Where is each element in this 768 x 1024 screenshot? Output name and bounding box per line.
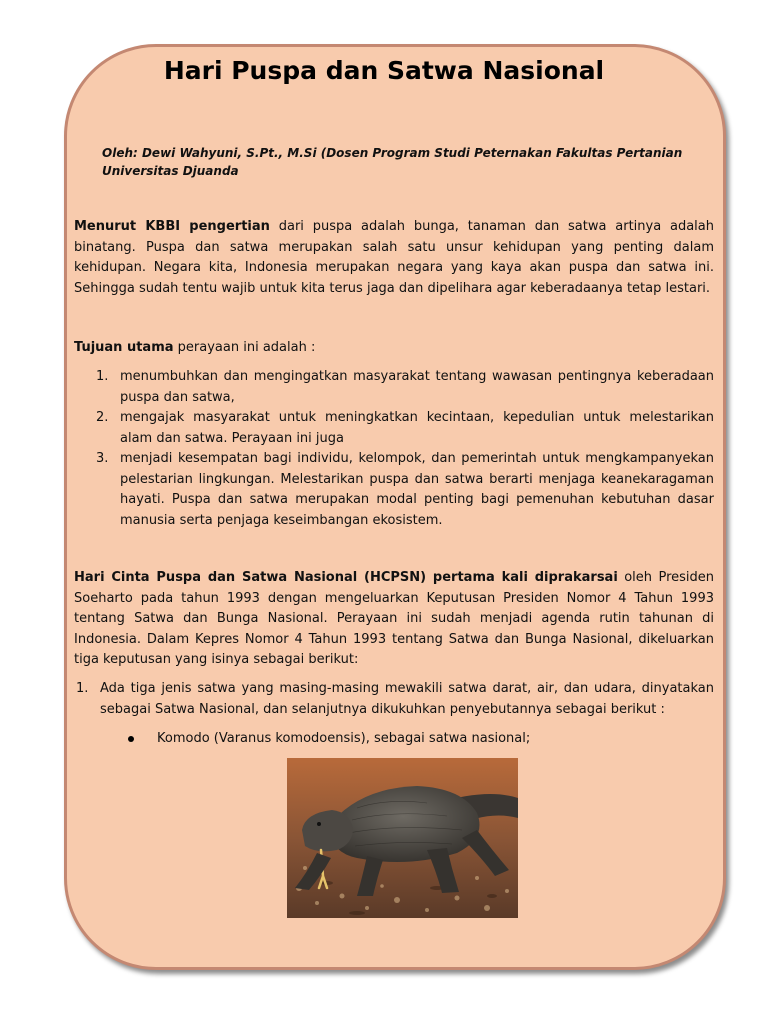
decisions-list <box>74 679 714 720</box>
bullet-item-text: Komodo (Varanus komodoensis), sebagai satwa nasional; <box>157 731 531 746</box>
list-item <box>74 367 714 408</box>
goals-list <box>74 367 714 531</box>
paragraph-goals-lead: Tujuan utama <box>74 340 174 355</box>
list-item-number: 1. <box>96 369 109 384</box>
list-item <box>74 408 714 449</box>
paragraph-hcpsn <box>74 568 714 671</box>
paragraph-kbbi <box>74 217 714 299</box>
list-item-text: menjadi kesempatan bagi individu, kelompok, dan pemerintah untuk mengkampanyekan pelestarian lingkungan. Melestarikan puspa dan satwa berarti menjaga keanekaragaman hayati. Puspa dan satwa merupakan modal penting bagi pemenuhan kebutuhan dasar manusia serta penjaga keseimbangan ekosistem. <box>120 451 714 528</box>
list-item-number: 3. <box>96 451 109 466</box>
list-item <box>74 679 714 720</box>
komodo-photo <box>287 758 518 918</box>
paragraph-goals-text: perayaan ini adalah : <box>173 340 316 355</box>
paragraph-goals-intro <box>74 338 714 359</box>
list-item-text: Ada tiga jenis satwa yang masing-masing mewakili satwa darat, air, dan udara, dinyatakan sebagai Satwa Nasional, dan selanjutnya dikukuhkan penyebutannya sebagai berikut : <box>100 681 714 717</box>
paragraph-kbbi-lead: Menurut KBBI pengertian <box>74 219 270 234</box>
paragraph-kbbi-text: dari puspa adalah bunga, tanaman dan satwa artinya adalah binatang. Puspa dan satwa merupakan salah satu unsur kehidupan yang penting dalam kehidupan. Negara kita, Indonesia merupakan negara yang kaya akan puspa dan satwa ini. Sehingga sudah tentu wajib untuk kita terus jaga dan dipelihara agar keberadaanya tetap lestari. <box>74 219 714 296</box>
bullet-dot-icon <box>128 736 134 742</box>
paragraph-hcpsn-lead: Hari Cinta Puspa dan Satwa Nasional (HCPSN) pertama kali diprakarsai <box>74 570 618 585</box>
list-item-text: menumbuhkan dan mengingatkan masyarakat tentang wawasan pentingnya keberadaan puspa dan satwa, <box>120 369 714 405</box>
author-line: Oleh: Dewi Wahyuni, S.Pt., M.Si (Dosen Program Studi Peternakan Fakultas Pertanian Universitas Djuanda <box>102 146 683 178</box>
komodo-illustration-icon <box>287 758 518 918</box>
document-title: Hari Puspa dan Satwa Nasional <box>163 56 605 85</box>
list-item-number: 1. <box>76 681 89 696</box>
list-item-text: mengajak masyarakat untuk meningkatkan kecintaan, kepedulian untuk melestarikan alam dan satwa. Perayaan ini juga <box>120 410 714 446</box>
paragraph-hcpsn-text: oleh Presiden Soeharto pada tahun 1993 dengan mengeluarkan Keputusan Presiden Nomor 4 Tahun 1993 tentang Satwa dan Bunga Nasional. Perayaan ini sudah menjadi agenda rutin tahunan di Indonesia. Dalam Kepres Nomor 4 Tahun 1993 tentang Satwa dan Bunga Nasional, dikeluarkan tiga keputusan yang isinya sebagai berikut: <box>74 570 715 667</box>
list-item <box>74 449 714 531</box>
list-item-number: 2. <box>96 410 109 425</box>
